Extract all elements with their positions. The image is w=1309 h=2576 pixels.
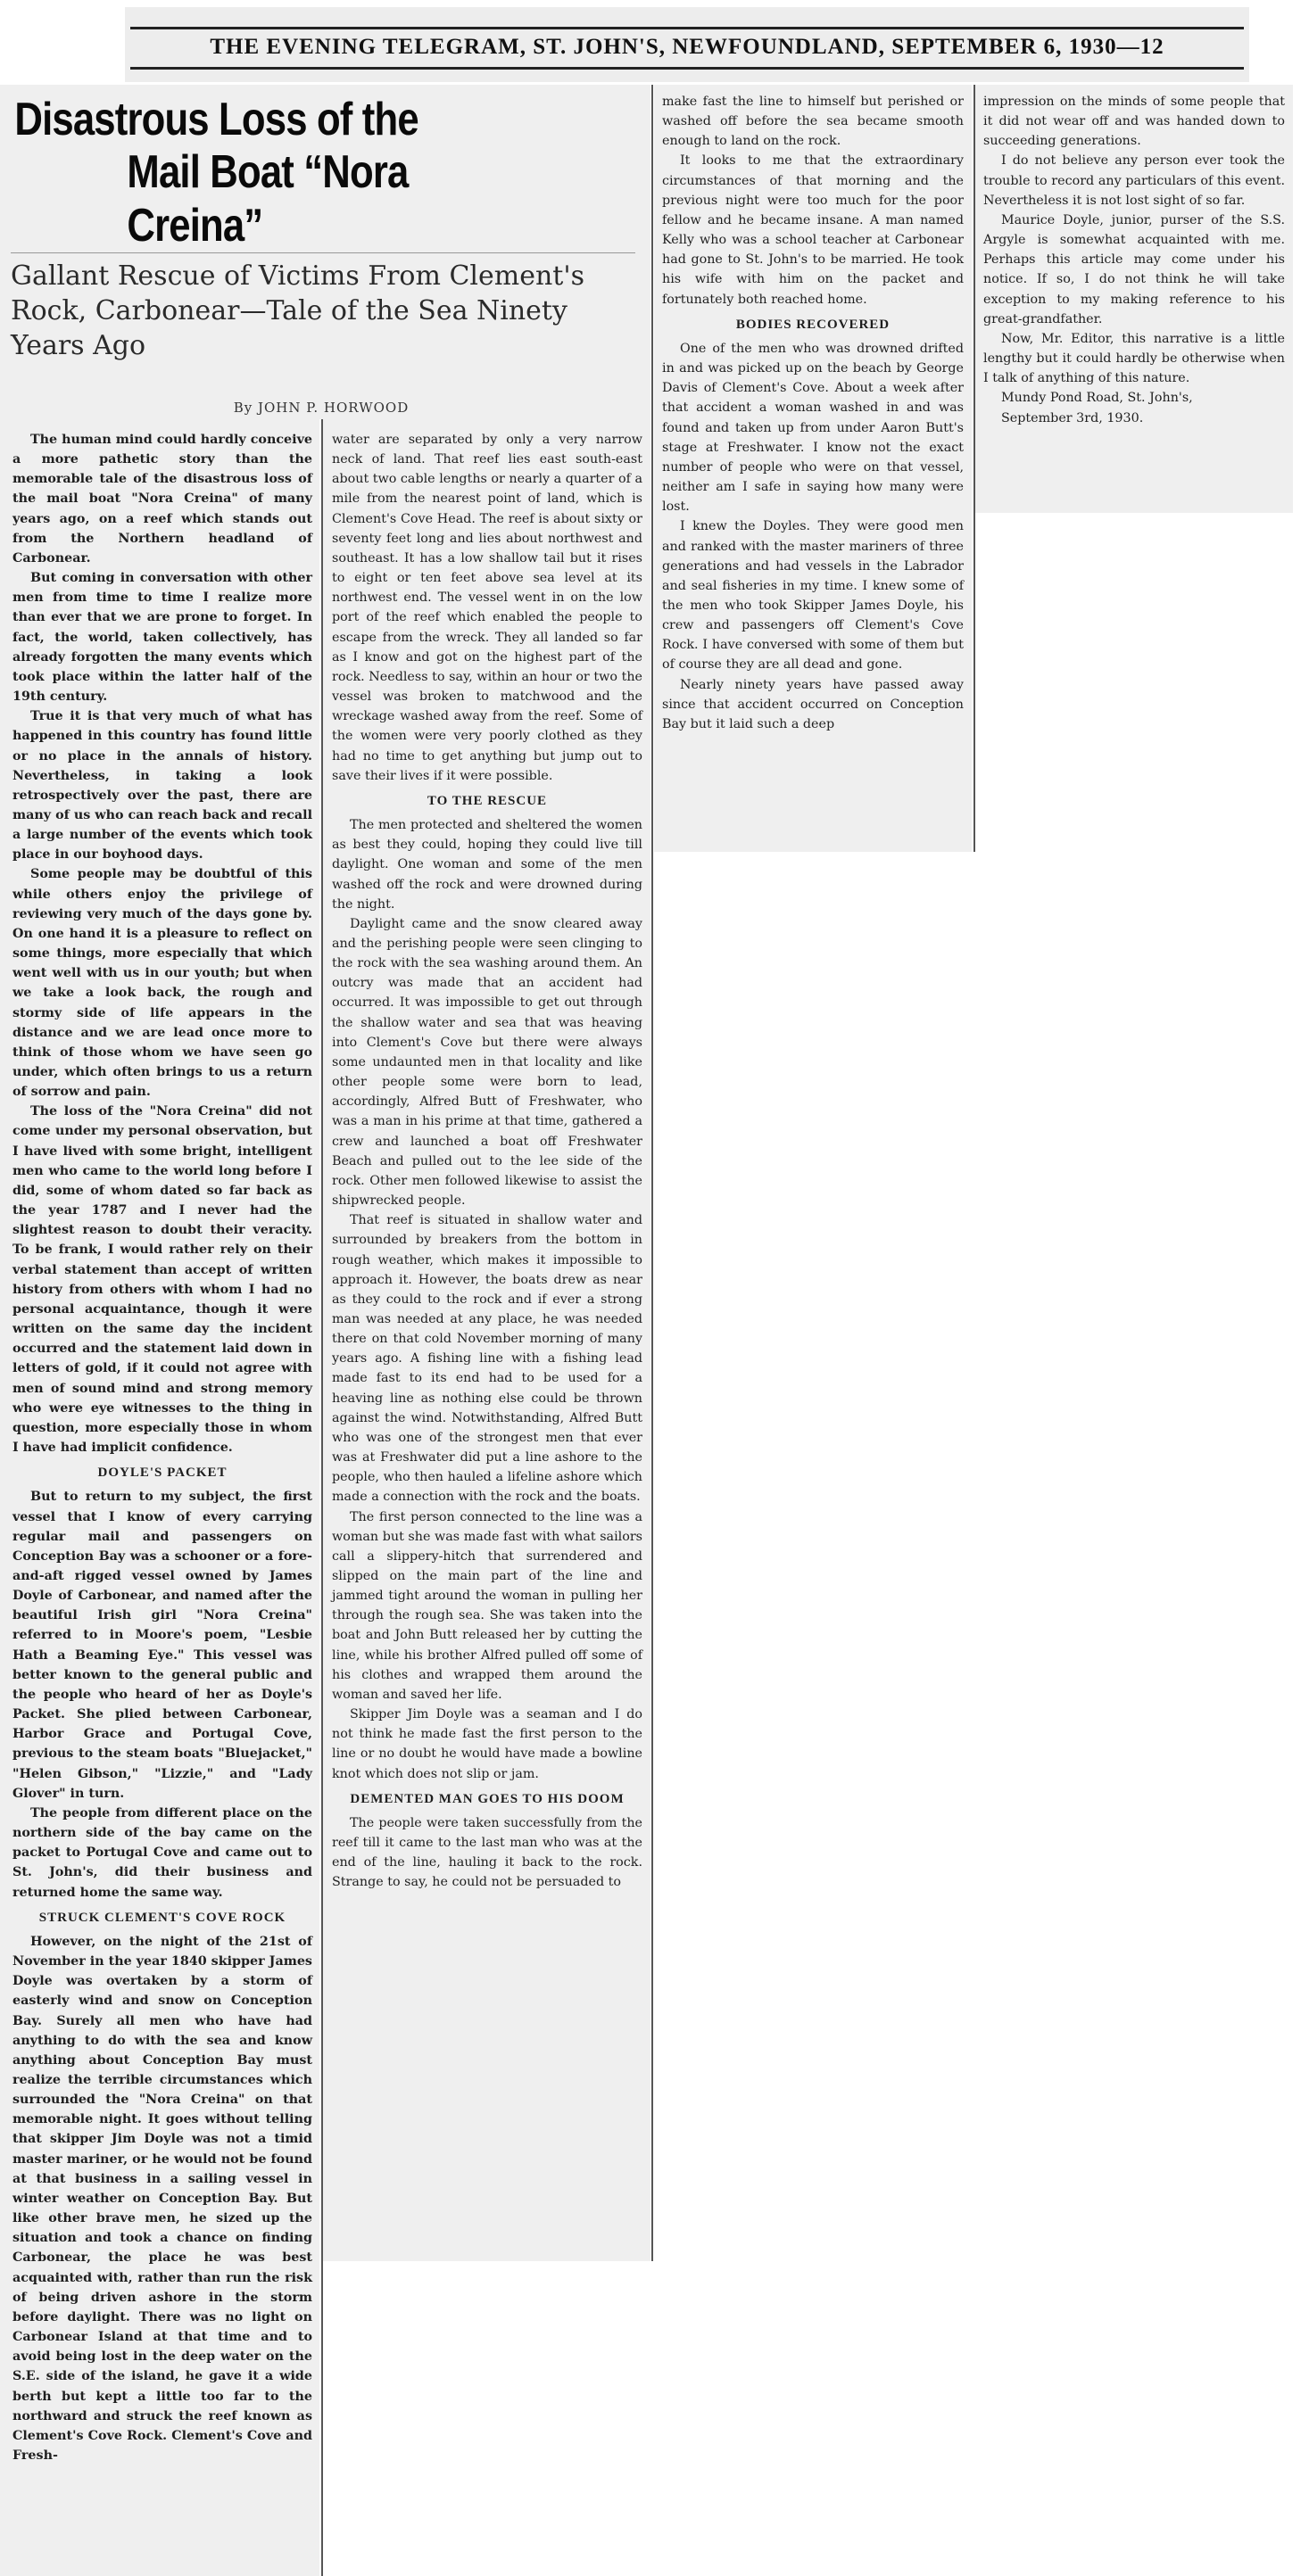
paragraph: Daylight came and the snow cleared away and the perishing people were seen clinging to the rock with the sea washing around them. An outcry was made that an accident had occurred. It was impossible to get out through the shallow water and sea that was heaving into Clement's Cove but there were always some undaunted men in that locality and like other people some were born to lead, accordingly, Alfred Butt of Freshwater, who was a man in his prime at that time, gathered a crew and launched a boat off Freshwater Beach and pulled out to the lee side of the rock. Other men followed likewise to assist the shipwrecked people. xyxy=(332,916,642,1209)
signature-address: Mundy Pond Road, St. John's, xyxy=(1001,391,1193,406)
column-rule xyxy=(651,85,653,2261)
section-heading: DOYLE'S PACKET xyxy=(97,1466,228,1481)
section-heading: DEMENTED MAN GOES TO HIS DOOM xyxy=(350,1791,625,1806)
headline-line-2: Mail Boat “Nora Creina” xyxy=(127,146,409,252)
paragraph: impression on the minds of some people that it did not wear off and was handed down to succeeding generations. xyxy=(983,95,1285,149)
paragraph: Skipper Jim Doyle was a seaman and I do not think he made fast the first person to the line or no doubt he would have made a bowline knot which does not slip or jam. xyxy=(332,1707,642,1781)
signature-date: September 3rd, 1930. xyxy=(1001,410,1144,425)
paragraph: Now, Mr. Editor, this narrative is a little lengthy but it could hardly be otherwise when I talk of anything of this nature. xyxy=(983,331,1285,386)
masthead xyxy=(125,7,1249,82)
paragraph: The first person connected to the line was a woman but she was made fast with what sailors call a slippery-hitch that surrendered and slipped on the main part of the line and jammed tight around the woman in pulling her through the rough sea. She was taken into the boat and John Butt released her by cutting the line, while his brother Alfred pulled off some of his clothes and wrapped them around the woman and saved her life. xyxy=(332,1509,642,1702)
paragraph: Maurice Doyle, junior, purser of the S.S. Argyle is somewhat acquainted with me. Perhaps this article may come under his notice. If so, I do not think he will take exception to my making reference to his great-grandfather. xyxy=(983,212,1285,326)
paragraph: That reef is situated in shallow water and surrounded by breakers from the bottom in rough weather, which makes it impossible to approach it. However, the boats drew as near as they could to the rock and if ever a strong man was needed at any place, he was needed there on that cold November morning of many years ago. A fishing line with a fishing lead made fast to its end had to be used for a heaving line as nothing else could be thrown against the wind. Notwithstanding, Alfred Butt who was one of the strongest men that ever was at Freshwater did put a line ashore to the people, who then hauled a lifeline ashore which made a connection with the rock and the boats. xyxy=(332,1213,642,1505)
paragraph: water are separated by only a very narrow neck of land. That reef lies east south-east about two cable lengths or nearly a quarter of a mile from the nearest point of land, which is Clement's Cove Head. The reef is about sixty or seventy feet long and lies about northwest and southeast. It has a low shallow tail but it rises to eight or ten feet above sea level at its northwest end. The vessel went in on the low port of the reef which enabled the people to escape from the wreck. They all landed so far as I know and got on the highest part of the rock. Needless to say, within an hour or two the vessel was broken to matchwood and the wreckage washed away from the reef. Some of the women were very poorly clothed as they had no time to get anything but jump out to save their lives if it were possible. xyxy=(332,433,642,783)
paragraph: make fast the line to himself but perished or washed off before the sea became smooth enough to land on the rock. xyxy=(662,95,964,149)
paragraph: True it is that very much of what has happened in this country has found little or no place in the annals of history. Nevertheless, in taking a look retrospectively over the past, there are many of us who can reach back and recall a large number of the events which took place in our boyhood days. xyxy=(12,709,312,863)
paragraph: But coming in conversation with other men from time to time I realize more than ever that we are prone to forget. In fact, the world, taken collectively, has already forgotten the many events which took place within the latter half of the 19th century. xyxy=(12,571,312,705)
paragraph: The loss of the "Nora Creina" did not come under my personal observation, but I have lived with some bright, intelligent men who came to the world long before I did, some of whom dated so far back as the year 1787 and I never had the slightest reason to doubt their veracity. To be frank, I would rather rely on their verbal statement than accept of written history from others with whom I had no personal acquaintance, though it were written on the same day the incident occurred and the statement laid down in letters of gold, if it could not agree with men of sound mind and strong memory who were eye witnesses to the thing in question, more especially those in whom I have had implicit confidence. xyxy=(12,1104,312,1455)
paragraph: I do not believe any person ever took the trouble to record any particulars of this event. Nevertheless it is not lost sight of so far. xyxy=(983,153,1285,208)
column-rule xyxy=(973,85,975,852)
paragraph: The human mind could hardly conceive a more pathetic story than the memorable tale of the disastrous loss of the mail boat "Nora Creina" of many years ago, on a reef which stands out from the Northern headland of Carbonear. xyxy=(12,433,312,566)
byline: By JOHN P. HORWOOD xyxy=(233,400,410,416)
paragraph: However, on the night of the 21st of November in the year 1840 skipper James Doyle was overtaken by a storm of easterly wind and snow on Conception Bay. Surely all men who have had anything to do with the sea and know anything about Conception Bay must realize the terrible circumstances which surrounded the "Nora Creina" on that memorable night. It goes without telling that skipper Jim Doyle was not a timid master mariner, or he would not be found at that business in a sailing vessel in winter weather on Conception Bay. But like other brave men, he sized up the situation and took a chance on finding Carbonear, the place he was best acquainted with, rather than run the risk of being driven ashore in the storm before daylight. There was no light on Carbonear Island at that time and to avoid being lost in the deep water on the S.E. side of the island, he gave it a wide berth but kept a little too far to the northward and struck the reef known as Clement's Cove Rock. Clement's Cove and Fresh- xyxy=(12,1934,312,2463)
paragraph: Some people may be doubtful of this while others enjoy the privilege of reviewing very much of the days gone by. On one hand it is a pleasure to reflect on some things, more especially that which went well with us in our youth; but when we take a look back, the rough and stormy side of life appears in the distance and we are lead once more to think of those whom we have seen go under, which often brings to us a return of sorrow and pain. xyxy=(12,867,312,1100)
article-subhead: Gallant Rescue of Victims From Clement's Rock, Carbonear—Tale of the Sea Ninety Years Ago xyxy=(11,252,635,363)
paragraph: Nearly ninety years have passed away since that accident occurred on Conception Bay but it laid such a deep xyxy=(662,677,964,731)
section-heading: BODIES RECOVERED xyxy=(735,317,891,332)
paragraph: The people were taken successfully from the reef till it came to the last man who was at the end of the line, hauling it back to the rock. Strange to say, he could not be persuaded to xyxy=(332,1815,642,1890)
paragraph: One of the men who was drowned drifted in and was picked up on the beach by George Davis of Clement's Cove. About a week after that accident a woman washed in and was found and taken up from under Aaron Butt's stage at Freshwater. I know not the exact number of people who were on that vessel, neither am I safe in saying how many were lost. xyxy=(662,341,964,515)
section-heading: STRUCK CLEMENT'S COVE ROCK xyxy=(38,1910,286,1925)
paragraph: I knew the Doyles. They were good men and ranked with the master mariners of three generations and had vessels in the Labrador and seal fisheries in my time. I knew some of the men who took Skipper James Doyle, his crew and passengers off Clement's Cove Rock. I have conversed with some of them but of course they are all dead and gone. xyxy=(662,519,964,673)
column-3 xyxy=(662,92,964,734)
article-headline xyxy=(7,94,541,252)
column-2 xyxy=(332,430,642,1893)
masthead-text: THE EVENING TELEGRAM, ST. JOHN'S, NEWFOUNDLAND, SEPTEMBER 6, 1930—12 xyxy=(210,35,1164,59)
paragraph: But to return to my subject, the first vessel that I know of every carrying regular mail and passengers on Conception Bay was a schooner or a fore-and-aft rigged vessel owned by James Doyle of Carbonear, and named after the beautiful Irish girl "Nora Creina" referred to in Moore's poem, "Lesbie Hath a Beaming Eye." This vessel was better known to the general public and the people who heard of her as Doyle's Packet. She plied between Carbonear, Harbor Grace and Portugal Cove, previous to the steam boats "Bluejacket," "Helen Gibson," "Lizzie," and "Lady Glover" in turn. xyxy=(12,1490,312,1801)
column-4 xyxy=(983,92,1285,428)
column-rule xyxy=(321,419,323,2576)
paragraph: The men protected and sheltered the women as best they could, hoping they could live till daylight. One woman and some of the men washed off the rock and were drowned during the night. xyxy=(332,818,642,912)
headline-line-1: Disastrous Loss of the xyxy=(14,94,418,145)
paragraph: It looks to me that the extraordinary circumstances of that morning and the previous night were too much for the poor fellow and he became insane. A man named Kelly who was a school teacher at Carbonear had gone to St. John's to be married. He took his wife with him on the packet and fortunately both reached home. xyxy=(662,153,964,307)
paragraph: The people from different place on the northern side of the bay came on the packet to Portugal Cove and came out to St. John's, did their business and returned home the same way. xyxy=(12,1805,312,1900)
column-1 xyxy=(12,430,312,2465)
section-heading: TO THE RESCUE xyxy=(427,793,548,808)
